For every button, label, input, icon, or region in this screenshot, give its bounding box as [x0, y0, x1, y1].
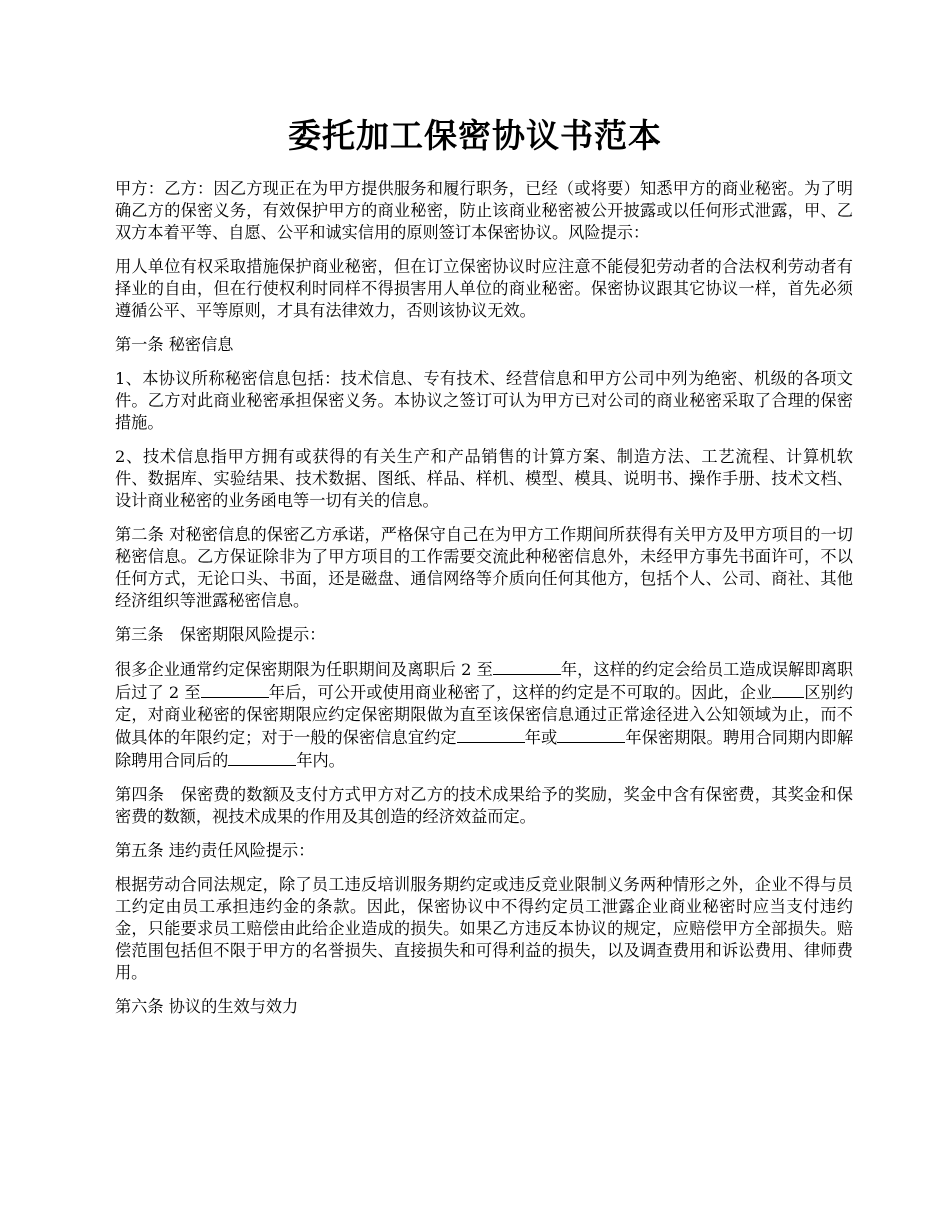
fill-blank [228, 749, 296, 766]
fill-blank [772, 681, 804, 698]
article-3-text-2: 年，这样的约定会给员工造成误解即离职后过了 2 至 [115, 660, 854, 702]
article-3-text-7: 年内。 [296, 751, 345, 770]
article-5-paragraph: 根据劳动合同法规定，除了员工违反培训服务期约定或违反竞业限制义务两种情形之外，企业不得与员工约定由员工承担违约金的条款。因此，保密协议中不得约定员工泄露企业商业秘密时应当支付违约金，只能要求员工赔偿由此给企业造成的损失。如果乙方违反本协议的规定，应赔偿甲方全部损失。赔偿范围包括但不限于甲方的名誉损失、直接损失和可得利益的损失，以及调查费用和诉讼费用、律师费用。 [115, 875, 853, 982]
article-3-paragraph [115, 658, 853, 772]
intro-paragraph: 甲方：乙方：因乙方现正在为甲方提供服务和履行职务，已经（或将要）知悉甲方的商业秘密。为了明确乙方的保密义务，有效保护甲方的商业秘密，防止该商业秘密被公开披露或以任何形式泄露，甲、乙双方本着平等、自愿、公平和诚实信用的原则签订本保密协议。风险提示： [115, 179, 853, 242]
fill-blank [557, 726, 625, 743]
article-3-text-6: 年保密期限。聘用合同期内即解除聘用合同后的 [115, 728, 854, 770]
document-body [115, 178, 853, 1030]
article-5-heading: 第五条 违约责任风险提示： [115, 841, 315, 860]
article-2-paragraph: 第二条 对秘密信息的保密乙方承诺，严格保守自己在为甲方工作期间所获得有关甲方及甲方项目的一切秘密信息。乙方保证除非为了甲方项目的工作需要交流此种秘密信息外，未经甲方事先书面许可，不以任何方式，无论口头、书面，还是磁盘、通信网络等介质向任何其他方，包括个人、公司、商社、其他经济组织等泄露秘密信息。 [115, 525, 853, 610]
article-4-paragraph: 第四条 保密费的数额及支付方式甲方对乙方的技术成果给予的奖励，奖金中含有保密费，其奖金和保密费的数额，视技术成果的作用及其创造的经济效益而定。 [115, 785, 853, 826]
article-3-text-5: 年或 [524, 728, 558, 747]
article-6-heading: 第六条 协议的生效与效力 [115, 997, 299, 1016]
article-3-text-1: 很多企业通常约定保密期限为任职期间及离职后 2 至 [115, 660, 493, 679]
article-1-heading: 第一条 秘密信息 [115, 335, 234, 354]
article-1-clause-1: 1、本协议所称秘密信息包括：技术信息、专有技术、经营信息和甲方公司中列为绝密、机级的各项文件。乙方对此商业秘密承担保密义务。本协议之签订可认为甲方已对公司的商业秘密采取了合理的保密措施。 [115, 369, 853, 432]
risk-notice-paragraph: 用人单位有权采取措施保护商业秘密，但在订立保密协议时应注意不能侵犯劳动者的合法权利劳动者有择业的自由，但在行使权利时同样不得损害用人单位的商业秘密。保密协议跟其它协议一样，首先必须遵循公平、平等原则，才具有法律效力，否则该协议无效。 [115, 257, 853, 320]
fill-blank [493, 658, 561, 675]
fill-blank [201, 681, 269, 698]
article-3-text-4: 区别约定，对商业秘密的保密期限应约定保密期限做为直至该保密信息通过正常途径进入公知领域为止，而不做具体的年限约定；对于一般的保密信息宜约定 [115, 683, 854, 747]
article-3-text-3: 年后，可公开或使用商业秘密了，这样的约定是不可取的。因此，企业 [268, 683, 773, 702]
document-title: 委托加工保密协议书范本 [288, 116, 662, 155]
article-3-heading: 第三条 保密期限风险提示： [115, 625, 326, 644]
article-1-clause-2: 2、技术信息指甲方拥有或获得的有关生产和产品销售的计算方案、制造方法、工艺流程、计算机软件、数据库、实验结果、技术数据、图纸、样品、样机、模型、模具、说明书、操作手册、技术文档、设计商业秘密的业务函电等一切有关的信息。 [115, 447, 853, 510]
fill-blank [457, 726, 525, 743]
